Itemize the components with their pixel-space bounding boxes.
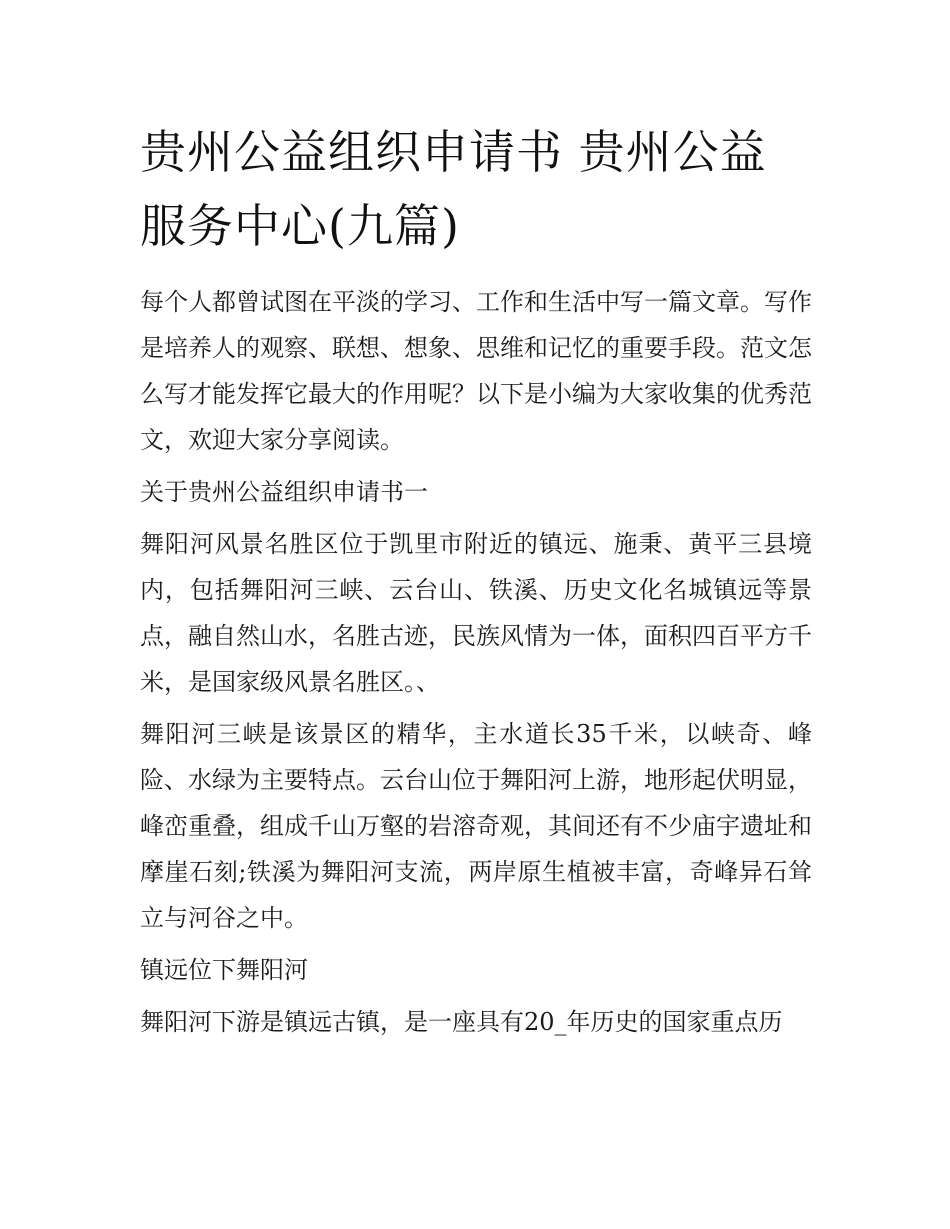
three-gorges-paragraph: 舞阳河三峡是该景区的精华，主水道长35千米，以峡奇、峰险、水绿为主要特点。云台山位于舞阳河上游，地形起伏明显，峰峦重叠，组成千山万壑的岩溶奇观，其间还有不少庙宇遗址和摩崖石刻;铁溪为舞阳河支流，两岸原生植被丰富，奇峰异石耸立与河谷之中。 — [140, 720, 812, 932]
zhenyuan-paragraph: 舞阳河下游是镇远古镇，是一座具有20_年历史的国家重点历 — [140, 1008, 783, 1036]
scenic-area-paragraph: 舞阳河风景名胜区位于凯里市附近的镇远、施秉、黄平三县境内，包括舞阳河三峡、云台山、铁溪、历史文化名城镇远等景点，融自然山水，名胜古迹，民族风情为一体，面积四百平方千米，是国家级风景名胜区。、 — [140, 530, 812, 696]
document-title: 贵州公益组织申请书 贵州公益服务中心(九篇) — [140, 125, 767, 253]
intro-paragraph: 每个人都曾试图在平淡的学习、工作和生活中写一篇文章。写作是培养人的观察、联想、想象、思维和记忆的重要手段。范文怎么写才能发挥它最大的作用呢？以下是小编为大家收集的优秀范文，欢迎大家分享阅读。 — [140, 288, 812, 454]
section-heading-1: 关于贵州公益组织申请书一 — [140, 478, 428, 506]
document-body — [140, 115, 812, 1045]
section-heading-zhenyuan: 镇远位下舞阳河 — [140, 956, 308, 984]
